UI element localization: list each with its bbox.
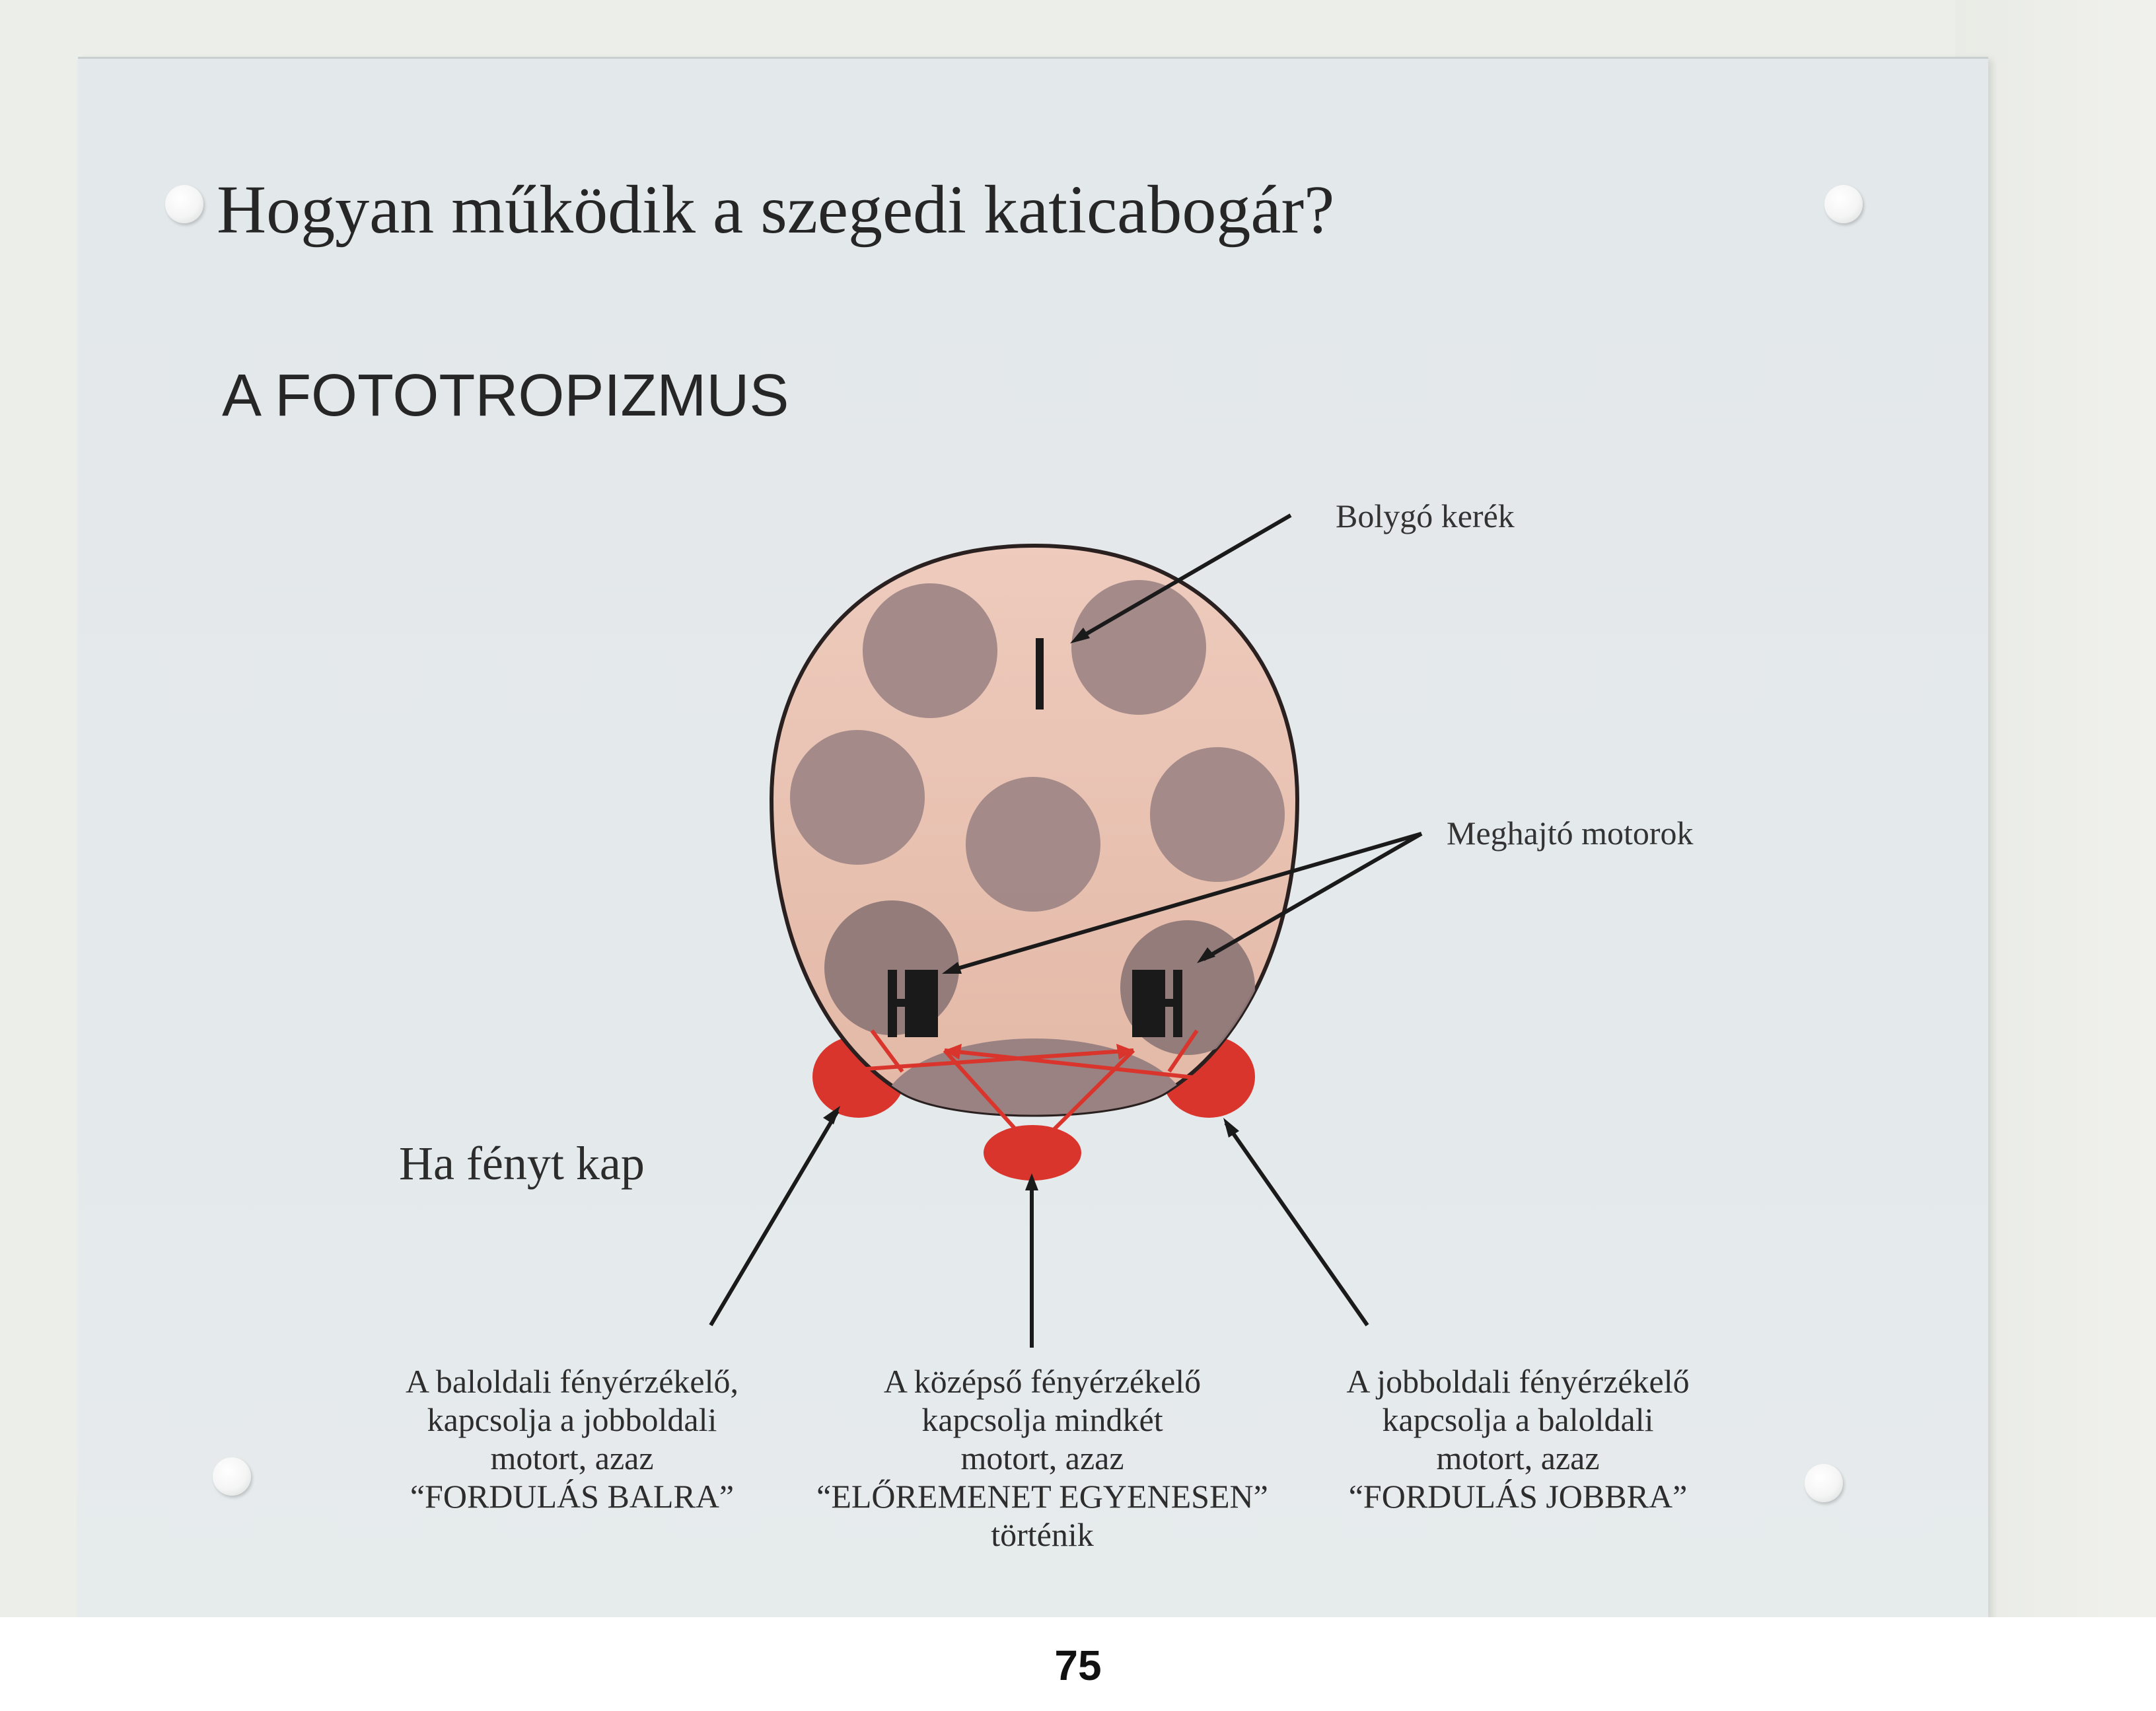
caption-left-line: kapcsolja a jobboldali xyxy=(427,1401,717,1438)
caption-right-sensor xyxy=(1267,1362,1769,1515)
caption-center-line: A középső fényérzékelő xyxy=(883,1363,1202,1400)
caption-right-line: motort, azaz xyxy=(1436,1439,1600,1476)
spot-center xyxy=(966,777,1100,912)
caption-right-line: A jobboldali fényérzékelő xyxy=(1346,1363,1690,1400)
spot-mid-right xyxy=(1150,747,1285,882)
right-motor-icon xyxy=(1132,970,1182,1037)
poster-subtitle: A FOTOTROPIZMUS xyxy=(222,363,789,429)
caption-left-sensor xyxy=(321,1362,823,1515)
poster-title: Hogyan működik a szegedi katicabogár? xyxy=(217,172,1335,248)
caption-right-line: “FORDULÁS JOBBRA” xyxy=(1348,1478,1688,1515)
planet-wheel-bar xyxy=(1036,638,1044,710)
label-if-light: Ha fényt kap xyxy=(399,1137,645,1190)
center-light-sensor xyxy=(984,1125,1081,1181)
caption-center-line: “ELŐREMENET EGYENESEN” xyxy=(816,1478,1268,1515)
caption-left-line: A baloldali fényérzékelő, xyxy=(406,1363,738,1400)
caption-center-line: kapcsolja mindkét xyxy=(921,1401,1163,1438)
caption-center-line: történik xyxy=(991,1516,1094,1553)
label-drive-motors: Meghajtó motorok xyxy=(1447,815,1694,852)
spot-top-right xyxy=(1071,580,1206,715)
caption-right-line: kapcsolja a baloldali xyxy=(1382,1401,1654,1438)
left-motor-icon xyxy=(888,970,938,1037)
label-planet-wheel: Bolygó kerék xyxy=(1336,497,1515,534)
spot-top-left xyxy=(863,583,997,718)
caption-left-line: motort, azaz xyxy=(490,1439,654,1476)
page-number: 75 xyxy=(1054,1642,1102,1689)
caption-center-line: motort, azaz xyxy=(960,1439,1124,1476)
caption-left-line: “FORDULÁS BALRA” xyxy=(410,1478,735,1515)
caption-center-sensor xyxy=(791,1362,1293,1554)
spot-mid-left xyxy=(790,730,925,865)
